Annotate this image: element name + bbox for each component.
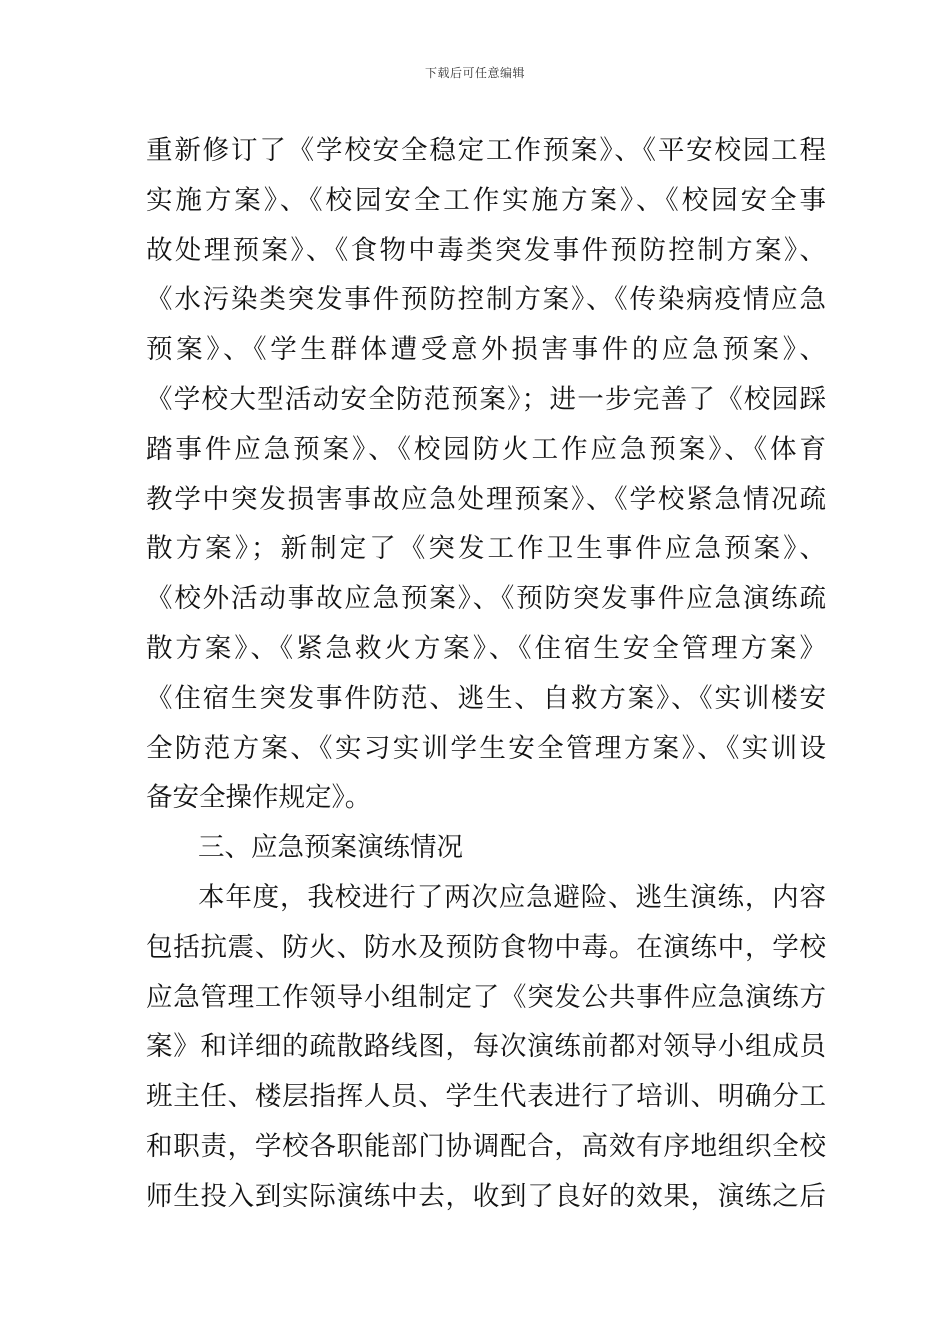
- text-line: 《校外活动事故应急预案》、《预防突发事件应急演练疏: [146, 583, 826, 615]
- text-line: 应急管理工作领导小组制定了《突发公共事件应急演练方: [146, 981, 826, 1013]
- text-line: 和职责，学校各职能部门协调配合，高效有序地组织全校: [146, 1130, 826, 1162]
- body-text: [146, 126, 826, 1222]
- text-line: 重新修订了《学校安全稳定工作预案》、《平安校园工程: [146, 135, 826, 166]
- text-line: 案》和详细的疏散路线图，每次演练前都对领导小组成员: [146, 1031, 826, 1063]
- text-line: 踏事件应急预案》、《校园防火工作应急预案》、《体育: [146, 433, 826, 465]
- text-line: 师生投入到实际演练中去，收到了良好的效果，演练之后: [146, 1180, 826, 1212]
- text-line: 实施方案》、《校园安全工作实施方案》、《校园安全事: [146, 184, 826, 216]
- text-line: 散方案》、《紧急救火方案》、《住宿生安全管理方案》: [146, 632, 826, 664]
- text-line: 《学校大型活动安全防范预案》；进一步完善了《校园踩: [146, 383, 826, 415]
- section-heading: 三、应急预案演练情况: [198, 832, 463, 864]
- text-line: 本年度，我校进行了两次应急避险、逃生演练，内容: [198, 881, 826, 913]
- text-line: 班主任、楼层指挥人员、学生代表进行了培训、明确分工: [146, 1081, 826, 1113]
- text-line: 预案》、《学生群体遭受意外损害事件的应急预案》、: [146, 334, 826, 366]
- text-line: 全防范方案、《实习实训学生安全管理方案》、《实训设: [146, 732, 826, 764]
- text-line: 故处理预案》、《食物中毒类突发事件预防控制方案》、: [146, 234, 826, 266]
- page-header: 下载后可任意编辑: [424, 66, 525, 80]
- text-line: 《水污染类突发事件预防控制方案》、《传染病疫情应急: [146, 284, 826, 316]
- text-line: 散方案》；新制定了《突发工作卫生事件应急预案》、: [146, 533, 826, 565]
- text-line: 备安全操作规定》。: [146, 782, 372, 814]
- text-line: 包括抗震、防火、防水及预防食物中毒。在演练中，学校: [146, 931, 826, 963]
- text-line: 教学中突发损害事故应急处理预案》、《学校紧急情况疏: [146, 483, 826, 515]
- text-line: 《住宿生突发事件防范、逃生、自救方案》、《实训楼安: [146, 682, 826, 714]
